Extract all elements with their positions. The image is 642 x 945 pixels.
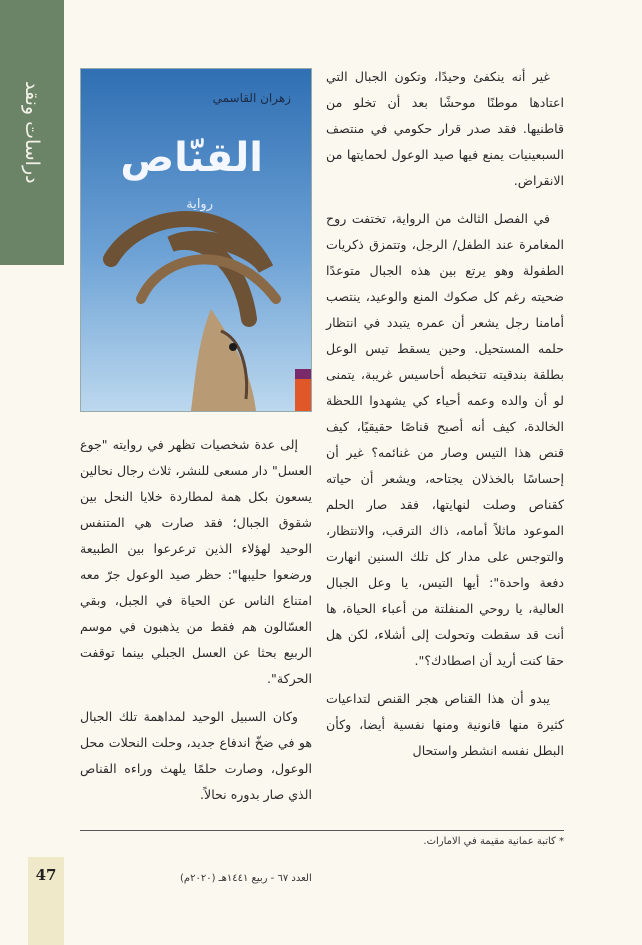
text-column-left: [80, 432, 312, 808]
book-cover-art: [81, 69, 311, 411]
cover-author: زهران القاسمي: [212, 91, 291, 105]
book-cover-image: [80, 68, 312, 412]
paragraph: إلى عدة شخصيات تظهر في روايته "جوع العسل" دار مسعى للنشر، ثلاث رجال نحالين يسعون بكل همة لمطاردة خلايا النحل بين شقوق الجبال؛ فقد صارت هي المتنفس الوحيد لهؤلاء الذين ترعرعوا بين الطبيعة ورضعوا حليبها": حظر صيد الوعول جرّ معه امتناع الناس عن الحياة في الجبل، وبقي العسّالون هم فقط من يذهبون في موسم الربيع بحثا عن العسل الجبلي بينما توقفت الحركة".: [80, 437, 312, 686]
footnote: * كاتبة عمانية مقيمة في الامارات.: [423, 836, 564, 847]
section-tab: [0, 0, 64, 265]
paragraph: في الفصل الثالث من الرواية، تختفت روح المغامرة عند الطفل/ الرجل، وتتمزق ذكريات الطفولة وهو يرتع بين هذه الجبال متوعدًا ضحيته رغم كل صكوك المنع والوعيد، ينتصب أمامنا رجل يشعر أن عمره يتبدد في انتظار حلمه المستحيل. وحين يسقط تيس الوعل بطلقة بندقيته تتخبطه أحاسيس غريبة، يتمنى لو أن والده وعمه أحياء كي يشهدوا اللحظة الخالدة، كيف أنه أصبح قناصًا حقيقيًا، كيف قنص هذا التيس وصار من غنائمه؟ غير أن إحساسًا بالخذلان يجتاحه، ويشعر أن حياته كقناص وصلت لنهايتها، فقد صار الحلم الموعود ماثلاً أمامه، ذاك الترقب، والانتظار، والتوجس على مدار كل تلك السنين انهارت دفعة واحدة": أيها التيس، يا وعل الجبال العالية، يا روحي المنفلتة من أعباء الحياة، ها أنت قد سقطت وتحولت إلى أشلاء، لكن هل حقا كنت أريد أن اصطادك؟".: [326, 211, 564, 668]
footnote-divider: [80, 830, 564, 831]
section-title: دراسات ونقد: [21, 81, 43, 184]
paragraph: وكان السبيل الوحيد لمداهمة تلك الجبال هو في ضخّ اندفاع جديد، وحلت النحلات محل الوعول، وصارت حلمًا يلهث وراءه القناص الذي صار بدوره نحالاً.: [80, 709, 312, 802]
text-column-right: [326, 64, 564, 764]
paragraph: يبدو أن هذا القناص هجر القنص لتداعيات كثيرة منها قانونية ومنها نفسية أيضا، وكأن البطل نفسه انشطر واستحال: [326, 691, 564, 758]
cover-title: القنّاص: [120, 135, 263, 181]
cover-genre: رواية: [186, 197, 213, 212]
issue-info: العدد ٦٧ - ربيع ١٤٤١هـ (٢٠٢٠م): [180, 873, 312, 884]
paragraph: غير أنه ينكفئ وحيدًا، وتكون الجبال التي اعتادها موطنًا موحشًا بعد أن تخلو من قاطنيها. فقد صدر قرار حكومي في منتصف السبعينيات يمنع فيها صيد الوعول لحمايتها من الانقراض.: [326, 69, 564, 188]
page-number: 47: [35, 866, 57, 884]
